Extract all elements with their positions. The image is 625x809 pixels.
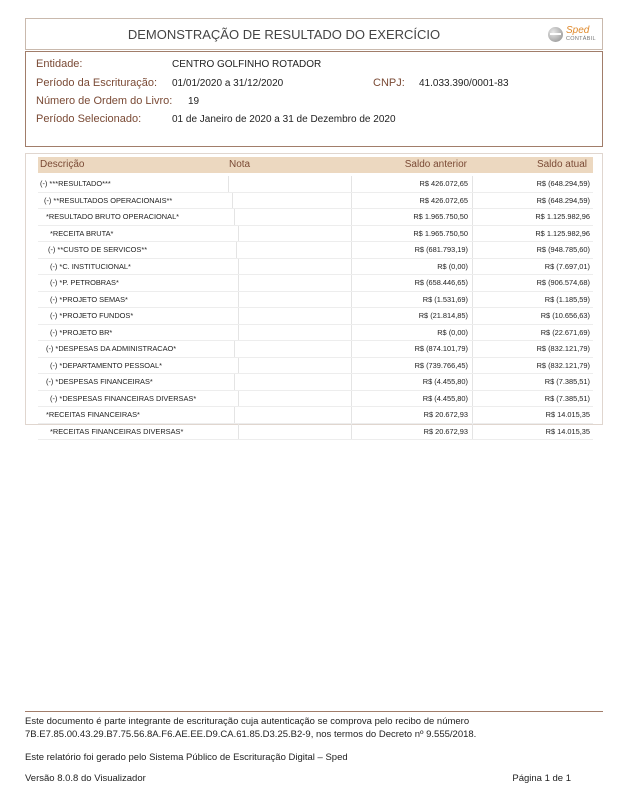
row-saldo-atual: R$ (648.294,59) — [536, 179, 590, 188]
table-body — [38, 176, 593, 440]
report-title: DEMONSTRAÇÃO DE RESULTADO DO EXERCÍCIO — [127, 27, 441, 42]
col-saldo-atual: Saldo atual — [536, 159, 587, 170]
row-saldo-anterior: R$ (4.455,80) — [352, 374, 473, 390]
row-description: (-) *P. PETROBRAS* — [38, 275, 239, 291]
row-saldo-atual: R$ (832.121,79) — [536, 360, 590, 370]
table-row — [38, 275, 593, 292]
row-saldo-atual: R$ 1.125.982,96 — [535, 228, 590, 238]
table-row — [38, 226, 593, 243]
row-nota — [227, 176, 352, 192]
table-row — [38, 407, 593, 424]
entidade-label: Entidade: — [36, 58, 83, 70]
row-saldo-anterior: R$ (21.814,85) — [352, 308, 473, 324]
table-row — [38, 374, 593, 391]
periodo-selecionado-label: Período Selecionado: — [36, 113, 142, 125]
footer-divider — [25, 711, 603, 712]
row-nota — [227, 325, 352, 341]
row-saldo-atual: R$ (7.697,01) — [544, 261, 590, 271]
row-nota — [227, 275, 352, 291]
row-nota — [227, 226, 352, 242]
row-nota — [227, 242, 352, 258]
row-saldo-anterior: R$ (0,00) — [352, 325, 473, 341]
row-saldo-anterior: R$ (739.766,45) — [352, 358, 473, 374]
row-description: *RECEITAS FINANCEIRAS* — [38, 407, 235, 423]
row-description: (-) *PROJETO SEMAS* — [38, 292, 239, 308]
row-saldo-atual: R$ (1.185,59) — [544, 294, 590, 304]
generated-by-text: Este relatório foi gerado pelo Sistema Público de Escrituração Digital – Sped — [25, 752, 348, 763]
logo-text: Sped — [566, 25, 590, 36]
row-nota — [227, 209, 352, 225]
table-row — [38, 424, 593, 441]
row-saldo-atual: R$ (948.785,60) — [536, 245, 590, 254]
table-header — [38, 157, 593, 173]
ordem-value: 19 — [188, 96, 200, 107]
row-saldo-anterior: R$ (1.531,69) — [352, 292, 473, 308]
row-saldo-anterior: R$ 1.965.750,50 — [352, 209, 473, 225]
table-row — [38, 325, 593, 342]
table-row — [38, 242, 593, 259]
row-description: (-) **CUSTO DE SERVICOS** — [38, 242, 237, 258]
row-saldo-anterior: R$ (681.793,19) — [352, 242, 473, 258]
sped-logo — [548, 24, 596, 46]
table-row — [38, 341, 593, 358]
row-saldo-anterior: R$ 426.072,65 — [352, 176, 473, 192]
logo-subtext: CONTÁBIL — [566, 36, 596, 42]
row-saldo-atual: R$ 14.015,35 — [545, 426, 590, 436]
row-nota — [227, 193, 352, 209]
row-nota — [227, 259, 352, 275]
row-description: (-) *DEPARTAMENTO PESSOAL* — [38, 358, 239, 374]
row-description: *RESULTADO BRUTO OPERACIONAL* — [38, 209, 235, 225]
row-saldo-anterior: R$ 1.965.750,50 — [352, 226, 473, 242]
periodo-value: 01/01/2020 a 31/12/2020 — [172, 78, 284, 89]
row-nota — [227, 407, 352, 423]
auth-text-line1: Este documento é parte integrante de escrituração cuja autenticação se comprova pelo recibo de número — [25, 716, 470, 727]
row-saldo-atual: R$ (22.671,69) — [540, 327, 590, 337]
row-description: (-) *DESPESAS FINANCEIRAS DIVERSAS* — [38, 391, 239, 407]
page-number: Página 1 de 1 — [512, 773, 571, 784]
row-description: (-) **RESULTADOS OPERACIONAIS** — [38, 193, 233, 209]
row-saldo-anterior: R$ (4.455,80) — [352, 391, 473, 407]
row-description: (-) *C. INSTITUCIONAL* — [38, 259, 239, 275]
row-description: (-) ***RESULTADO*** — [38, 176, 229, 192]
table-row — [38, 209, 593, 226]
row-description: *RECEITAS FINANCEIRAS DIVERSAS* — [38, 424, 239, 440]
row-saldo-atual: R$ (7.385,51) — [544, 393, 590, 403]
row-saldo-anterior: R$ 20.672,93 — [352, 424, 473, 440]
row-description: (-) *DESPESAS DA ADMINISTRACAO* — [38, 341, 235, 357]
version-text: Versão 8.0.8 do Visualizador — [25, 773, 146, 784]
table-row — [38, 292, 593, 309]
cnpj-label: CNPJ: — [373, 77, 405, 89]
row-saldo-atual: R$ (7.385,51) — [544, 377, 590, 386]
row-saldo-anterior: R$ (874.101,79) — [352, 341, 473, 357]
row-saldo-atual: R$ (906.574,68) — [536, 278, 590, 287]
row-description: (-) *DESPESAS FINANCEIRAS* — [38, 374, 235, 390]
entity-info-panel — [25, 51, 603, 147]
entidade-value: CENTRO GOLFINHO ROTADOR — [172, 59, 322, 70]
report-header — [25, 18, 603, 50]
table-row — [38, 176, 593, 193]
row-nota — [227, 424, 352, 440]
row-nota — [227, 341, 352, 357]
row-nota — [227, 358, 352, 374]
row-saldo-atual: R$ 14.015,35 — [545, 410, 590, 419]
row-saldo-atual: R$ (10.656,63) — [540, 311, 590, 320]
ordem-label: Número de Ordem do Livro: — [36, 95, 173, 107]
table-row — [38, 358, 593, 375]
col-saldo-anterior: Saldo anterior — [404, 159, 467, 170]
row-saldo-atual: R$ (648.294,59) — [536, 195, 590, 205]
periodo-label: Período da Escrituração: — [36, 77, 158, 89]
table-row — [38, 308, 593, 325]
row-nota — [227, 391, 352, 407]
periodo-selecionado-value: 01 de Janeiro de 2020 a 31 de Dezembro de 2020 — [172, 114, 396, 125]
row-description: *RECEITA BRUTA* — [38, 226, 239, 242]
row-saldo-anterior: R$ (658.446,65) — [352, 275, 473, 291]
auth-text-line2: 7B.E7.85.00.43.29.B7.75.56.8A.F6.AE.EE.D9.CA.61.85.D3.25.B2-9, nos termos do Decreto nº 9.555/2018. — [25, 729, 477, 740]
row-saldo-anterior: R$ 426.072,65 — [352, 193, 473, 209]
row-nota — [227, 308, 352, 324]
table-row — [38, 259, 593, 276]
table-row — [38, 391, 593, 408]
cnpj-value: 41.033.390/0001-83 — [419, 78, 509, 89]
row-saldo-anterior: R$ 20.672,93 — [352, 407, 473, 423]
table-row — [38, 193, 593, 210]
row-nota — [227, 292, 352, 308]
row-description: (-) *PROJETO BR* — [38, 325, 239, 341]
row-saldo-atual: R$ (832.121,79) — [536, 344, 590, 353]
sped-logo-icon — [548, 27, 563, 42]
col-descricao: Descrição — [40, 159, 85, 170]
row-saldo-atual: R$ 1.125.982,96 — [535, 212, 590, 221]
row-saldo-anterior: R$ (0,00) — [352, 259, 473, 275]
results-table — [25, 153, 603, 436]
row-description: (-) *PROJETO FUNDOS* — [38, 308, 239, 324]
col-nota: Nota — [229, 159, 251, 170]
row-nota — [227, 374, 352, 390]
